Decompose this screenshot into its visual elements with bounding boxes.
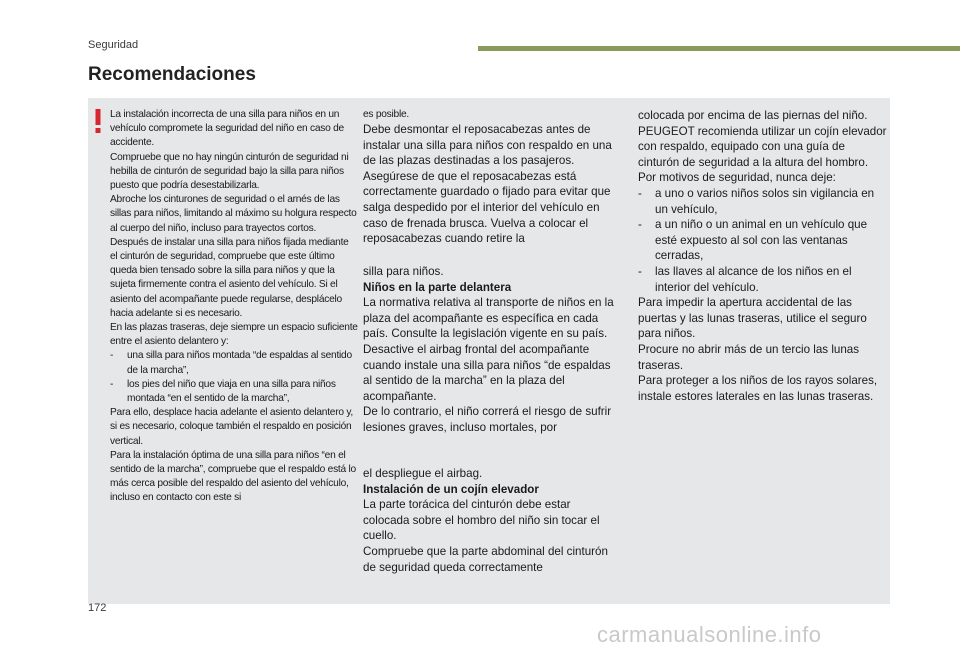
section-accent-bar [478,46,960,51]
booster-section [363,466,618,575]
warning-line: Para la instalación óptima de una silla para niños “en el sentido de la marcha”, compruebe que el respaldo está lo más cerca posible del respaldo del asiento del vehículo, incluso en contacto con este si [110,449,356,504]
headrest-end: silla para niños. [363,265,444,278]
warning-line: Compruebe que no hay ningún cinturón de seguridad ni hebilla de cinturón de seguridad bajo la silla para niños puesto que podría desestabilizarla. [110,151,349,192]
exclamation-icon [93,109,103,133]
booster-paragraph: La parte torácica del cinturón debe estar colocada sobre el hombro del niño sin tocar el cuello. [363,498,600,543]
booster-heading: Instalación de un cojín elevador [363,482,539,496]
front-heading: Niños en la parte delantera [363,280,512,294]
front-end: el despliegue el airbag. [363,467,483,480]
list-item: - las llaves al alcance de los niños en el interior del vehículo. [638,264,888,295]
warning-line: Después de instalar una silla para niños fijada mediante el cinturón de seguridad, compruebe que este último queda bien tensado sobre la silla para niños y que la sujeta firmemente contra el asiento del vehículo. Si el asiento del acompañante puede regularse, desplácelo hacia adelante si es necesario. [110,236,349,319]
watermark: carmanualsonline.info [597,622,822,647]
list-item: - a uno o varios niños solos sin vigilancia en un vehículo, [638,186,888,217]
front-paragraph: La normativa relativa al transporte de niños en la plaza del acompañante es específica en cada país. Consulte la legislación vigente en su país. [363,296,614,341]
front-section [363,264,618,436]
list-item-text: una silla para niños montada “de espaldas al sentido de la marcha”, [127,350,352,376]
section-label: Seguridad [88,39,139,51]
warning-continuation: es posible. [363,109,409,120]
safety-paragraph: Procure no abrir más de un tercio las lunas traseras. [638,342,860,372]
safety-paragraph: Para impedir la apertura accidental de las puertas y las lunas traseras, utilice el seguro para niños. [638,296,867,341]
warning-line: La instalación incorrecta de una silla para niños en un vehículo compromete la seguridad del niño en caso de accidente. [110,109,344,149]
front-paragraph: De lo contrario, el niño correrá el riesgo de sufrir lesiones graves, incluso mortales, por [363,405,612,434]
warning-line: Para ello, desplace hacia adelante el asiento delantero y, si es necesario, coloque también el respaldo en posición vertical. [110,407,354,447]
headrest-paragraph: Debe desmontar el reposacabezas antes de instalar una silla para niños con respaldo en una de las plazas destinadas a los pasajeros. Asegúrese de que el reposacabezas está correctamente guardado o fijado para evitar que salga despedido por el interior del vehículo en caso de frenada brusca. Vuelva a colocar el reposacabezas cuando retire la [363,123,612,246]
booster-paragraph: Compruebe que la parte abdominal del cinturón de seguridad queda correctamente [363,544,608,574]
headrest-section [363,108,618,247]
page-title: Recomendaciones [88,64,256,85]
safety-section [638,108,888,404]
page-number: 172 [88,602,107,614]
list-item-text: a uno o varios niños solos sin vigilancia en un vehículo, [655,186,875,216]
safety-paragraph: Para proteger a los niños de los rayos solares, instale estores laterales en las lunas traseras. [638,374,878,403]
warning-line: Abroche los cinturones de seguridad o el arnés de las sillas para niños, limitando al máximo su holgura respecto al cuerpo del niño, incluso para trayectos cortos. [110,194,357,234]
warning-line: En las plazas traseras, deje siempre un espacio suficiente entre el asiento delantero y: [110,322,358,348]
list-item-text: las llaves al alcance de los niños en el interior del vehículo. [655,264,852,294]
list-item: - una silla para niños montada “de espaldas al sentido de la marcha”, [110,349,358,377]
safety-paragraph: PEUGEOT recomienda utilizar un cojín elevador con respaldo, equipado con una guía de cinturón de seguridad a la altura del hombro. [638,124,887,169]
front-paragraph: Desactive el airbag frontal del acompañante cuando instale una silla para niños “de espaldas al sentido de la marcha” en la plaza del acompañante. [363,342,611,403]
list-item-text: a un niño o un animal en un vehículo que esté expuesto al sol con las ventanas cerradas, [655,218,868,263]
warning-text [110,108,358,506]
list-item: - los pies del niño que viaja en una silla para niños montada “en el sentido de la marcha”, [110,378,358,406]
safety-paragraph: colocada por encima de las piernas del niño. [638,109,868,122]
list-item-text: los pies del niño que viaja en una silla para niños montada “en el sentido de la marcha”, [127,378,336,405]
list-item: - a un niño o un animal en un vehículo que esté expuesto al sol con las ventanas cerradas, [638,217,888,264]
safety-paragraph: Por motivos de seguridad, nunca deje: [638,171,836,185]
